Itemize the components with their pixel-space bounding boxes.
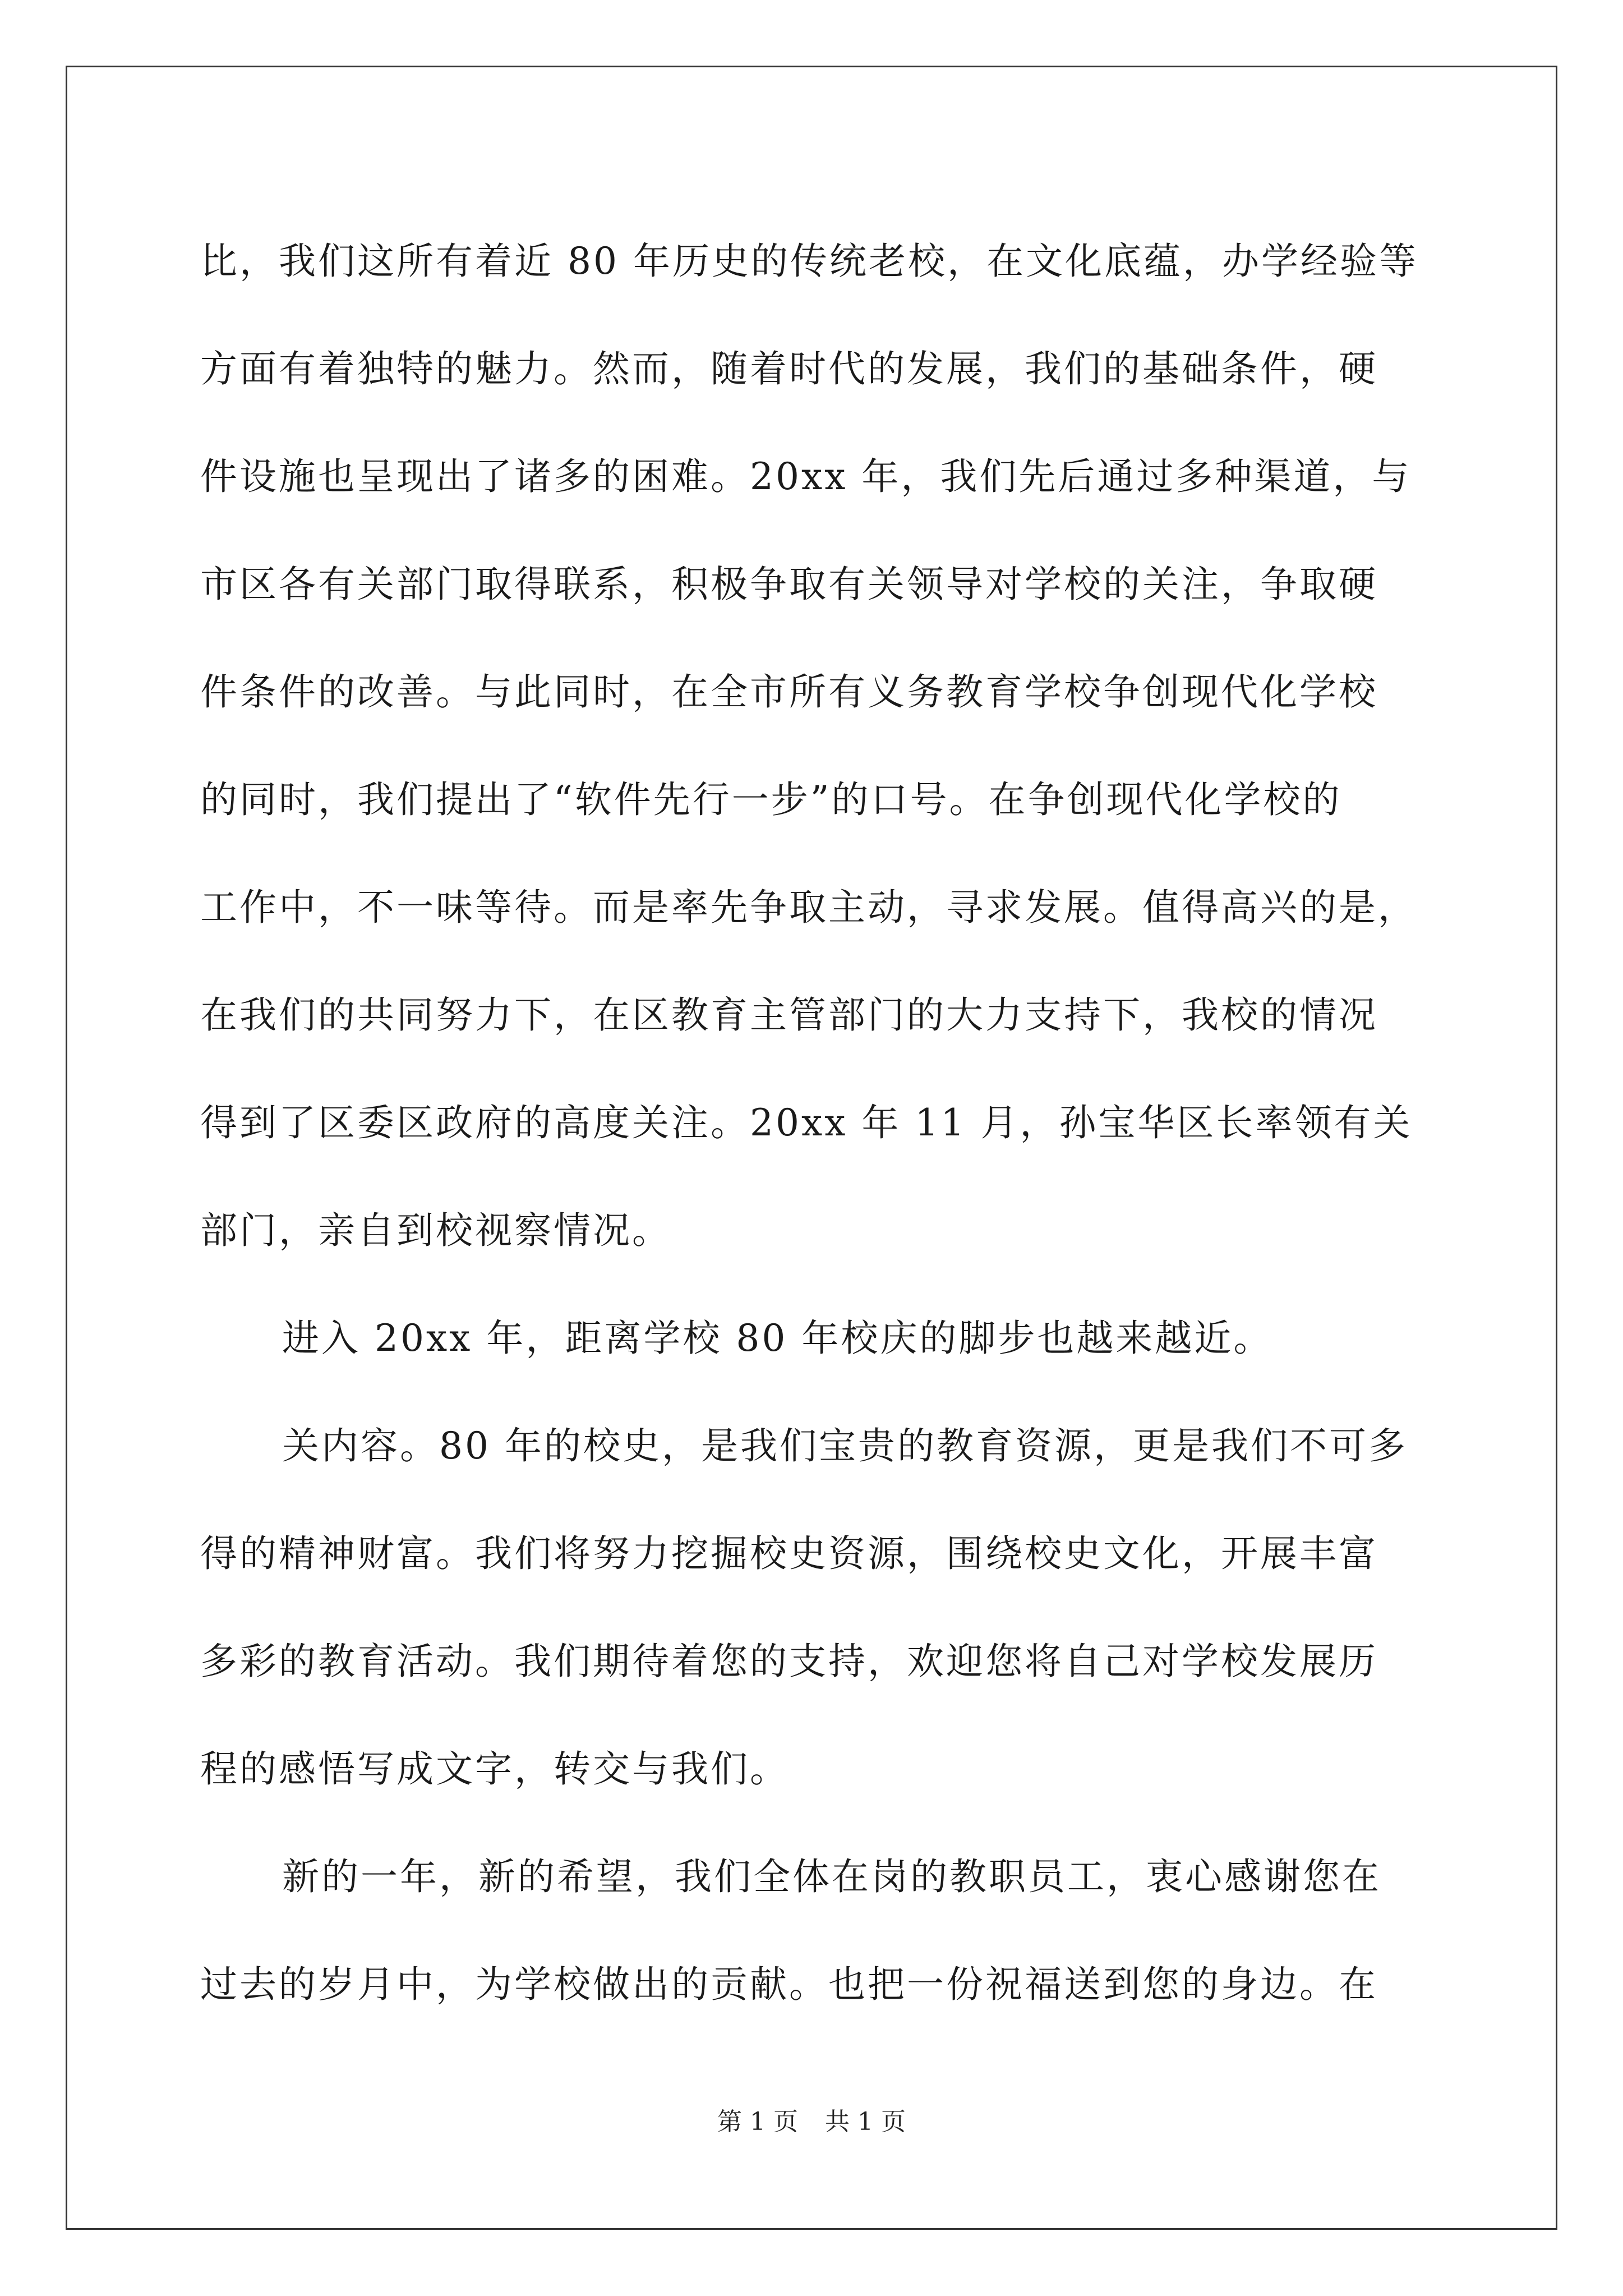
text-line: 新的一年，新的希望，我们全体在岗的教职员工，衷心感谢您在 [282, 1855, 1381, 1898]
page-footer [0, 2105, 1623, 2139]
page-number: 第 1 页 [717, 2108, 798, 2136]
text-line: 比，我们这所有着近 80 年历史的传统老校，在文化底蕴，办学经验等 [200, 240, 1418, 283]
text-line: 件条件的改善。与此同时，在全市所有义务教育学校争创现代化学校 [200, 670, 1378, 714]
text-line: 部门，亲自到校视察情况。 [200, 1209, 671, 1252]
text-line: 关内容。80 年的校史，是我们宝贵的教育资源，更是我们不可多 [282, 1424, 1408, 1467]
text-line: 方面有着独特的魅力。然而，随着时代的发展，我们的基础条件，硬 [200, 347, 1378, 390]
page-total: 共 1 页 [825, 2108, 906, 2136]
text-line: 进入 20xx 年，距离学校 80 年校庆的脚步也越来越近。 [282, 1317, 1273, 1360]
text-line: 过去的岁月中，为学校做出的贡献。也把一份祝福送到您的身边。在 [200, 1963, 1378, 2006]
document-body [200, 208, 1456, 2039]
text-line: 的同时，我们提出了“软件先行一步”的口号。在争创现代化学校的 [200, 778, 1342, 821]
text-line: 程的感悟写成文字，转交与我们。 [200, 1747, 789, 1791]
text-line: 市区各有关部门取得联系，积极争取有关领导对学校的关注，争取硬 [200, 563, 1378, 606]
text-line: 得的精神财富。我们将努力挖掘校史资源，围绕校史文化，开展丰富 [200, 1532, 1378, 1575]
text-line: 得到了区委区政府的高度关注。20xx 年 11 月，孙宝华区长率领有关 [200, 1101, 1413, 1144]
text-line: 工作中，不一味等待。而是率先争取主动，寻求发展。值得高兴的是， [200, 886, 1417, 929]
text-line: 件设施也呈现出了诸多的困难。20xx 年，我们先后通过多种渠道，与 [200, 455, 1412, 498]
text-line: 多彩的教育活动。我们期待着您的支持，欢迎您将自己对学校发展历 [200, 1640, 1378, 1683]
text-line: 在我们的共同努力下，在区教育主管部门的大力支持下，我校的情况 [200, 993, 1378, 1037]
